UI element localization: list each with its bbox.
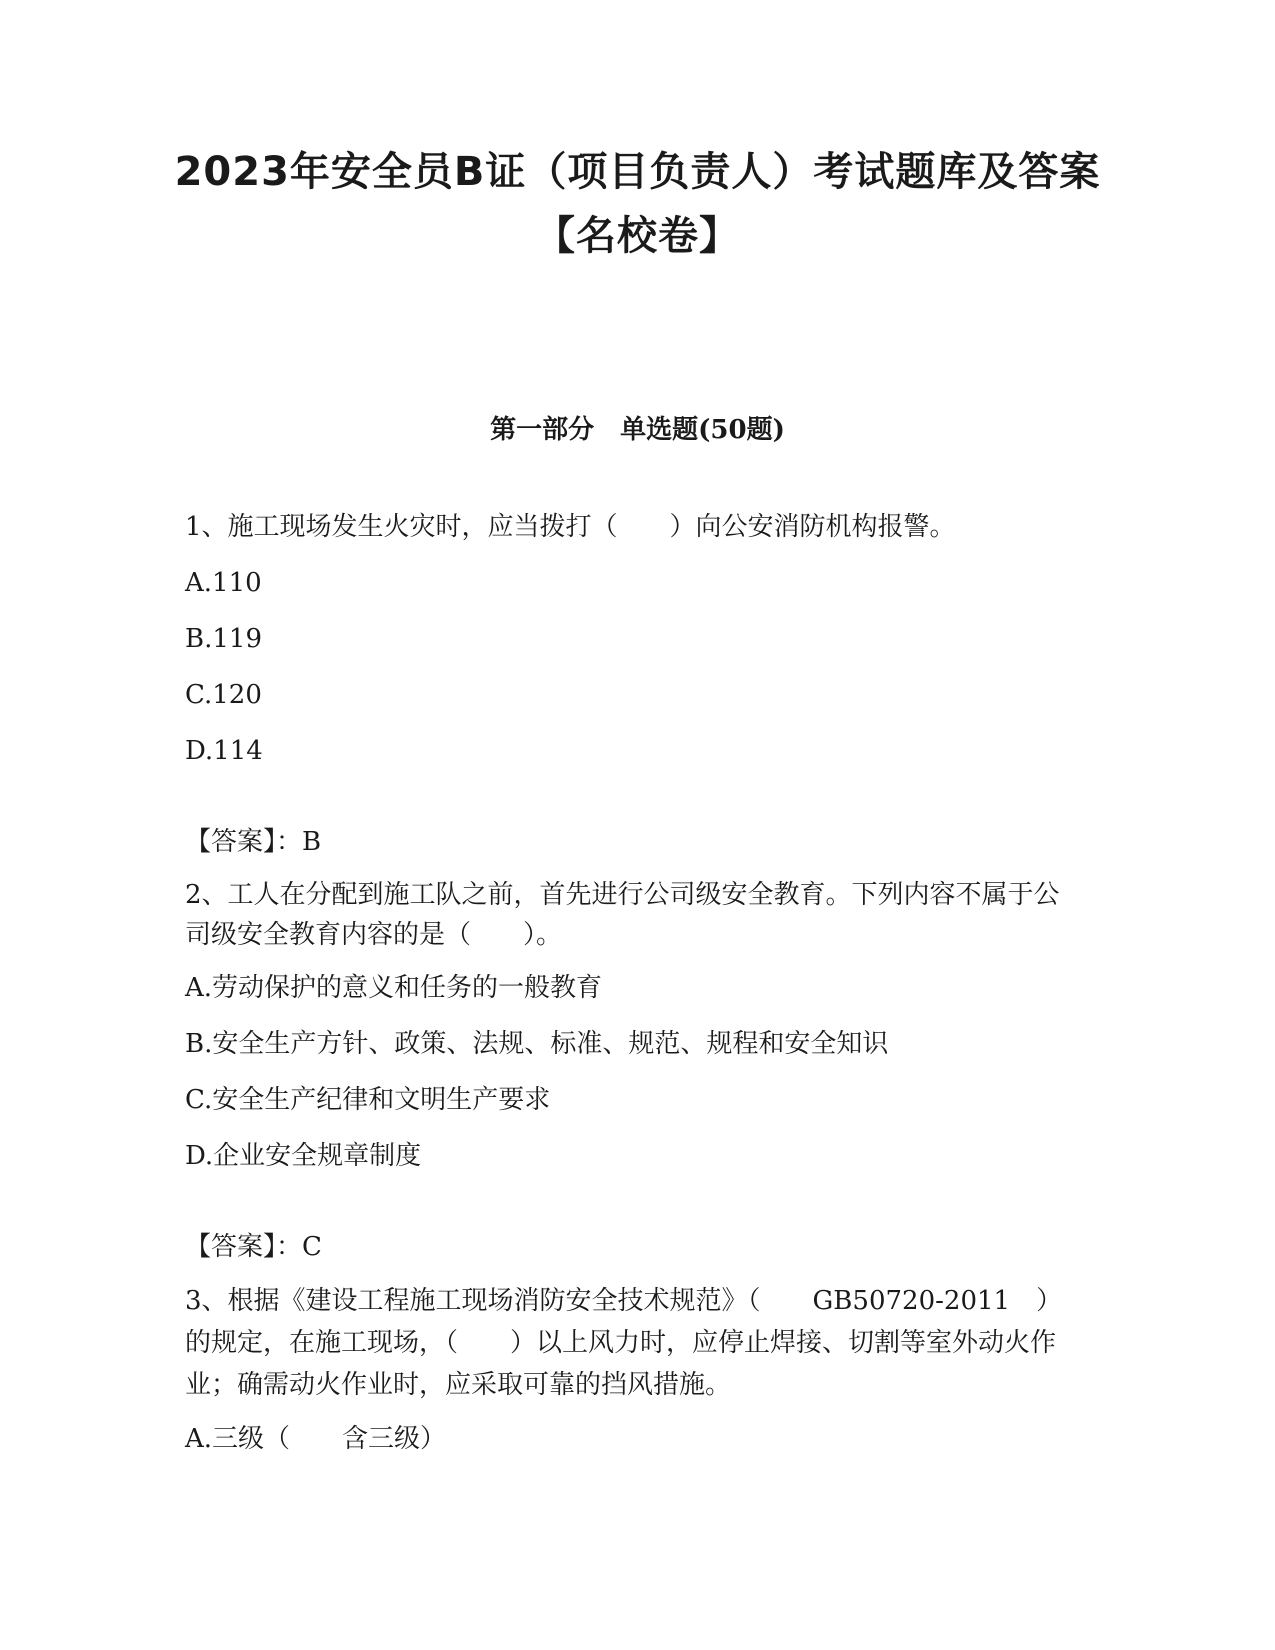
- document-title: 2023年安全员B证（项目负责人）考试题库及答案【名校卷】: [174, 149, 1101, 259]
- option-a: A.劳动保护的意义和任务的一般教育: [185, 973, 603, 1003]
- question-stem: 1、施工现场发生火灾时，应当拨打（ ）向公安消防机构报警。: [185, 512, 956, 542]
- option-a: A.三级（ 含三级）: [185, 1424, 447, 1454]
- question-2: [185, 875, 1085, 1270]
- option-c: C.120: [185, 680, 262, 710]
- option-a: A.110: [185, 568, 262, 598]
- option-d: D.114: [185, 736, 263, 766]
- section-heading: 第一部分 单选题(50题): [490, 415, 785, 445]
- question-3: [185, 1280, 1085, 1462]
- option-c: C.安全生产纪律和文明生产要求: [185, 1085, 551, 1115]
- option-b: B.119: [185, 624, 262, 654]
- question-stem: 3、根据《建设工程施工现场消防安全技术规范》（ GB50720-2011 ）的规定，在施工现场，（ ）以上风力时，应停止焊接、切割等室外动火作业；确需动火作业时，应采取可靠的挡风措施。: [185, 1286, 1063, 1400]
- question-list: [185, 504, 1085, 1472]
- question-1: [185, 504, 1085, 865]
- answer-line: 【答案】：C: [185, 1232, 322, 1262]
- option-b: B.安全生产方针、政策、法规、标准、规范、规程和安全知识: [185, 1029, 889, 1059]
- answer-line: 【答案】：B: [185, 827, 322, 857]
- option-d: D.企业安全规章制度: [185, 1141, 422, 1171]
- question-stem: 2、工人在分配到施工队之前，首先进行公司级安全教育。下列内容不属于公司级安全教育内容的是（ ）。: [185, 880, 1060, 950]
